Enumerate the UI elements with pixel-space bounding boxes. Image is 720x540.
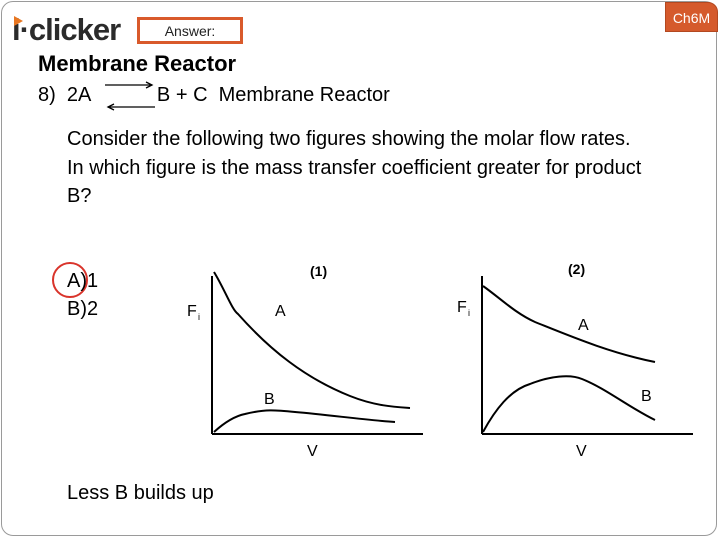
- y-axis-label: F: [457, 299, 467, 316]
- question-stem: [67, 125, 667, 211]
- answer-box: [137, 17, 243, 44]
- question-reaction: 8) 2A B + C Membrane Reactor: [38, 84, 390, 106]
- y-axis-subscript: i: [198, 312, 200, 322]
- figure-title: (2): [568, 261, 586, 277]
- stem-line-2: In which figure is the mass transfer coefficient greater for product B?: [67, 156, 642, 207]
- stem-line-1: Consider the following two figures showing the molar flow rates.: [67, 128, 631, 150]
- answer-label: Answer:: [164, 23, 216, 39]
- y-axis-subscript: i: [468, 308, 470, 318]
- curve-b-label: B: [641, 388, 652, 405]
- x-axis-label: V: [307, 443, 318, 460]
- equilibrium-arrows-icon: [100, 80, 160, 112]
- slide-title: Membrane Reactor: [38, 51, 237, 76]
- figure-title: (1): [310, 263, 328, 279]
- figure-1: [180, 258, 430, 468]
- iclicker-logo: [12, 12, 137, 46]
- x-axis-label: V: [576, 443, 587, 460]
- curve-a-label: A: [275, 303, 286, 320]
- explanation-note: Less B builds up: [67, 482, 214, 504]
- curve-a-label: A: [578, 317, 589, 334]
- logo-play-icon: [14, 16, 23, 26]
- curve-b-label: B: [264, 391, 275, 408]
- chapter-label: Ch6M: [672, 10, 711, 26]
- curve-b: [214, 410, 395, 432]
- y-axis-label: F: [187, 303, 197, 320]
- choice-b[interactable]: B)2: [67, 298, 99, 320]
- choice-a[interactable]: A)1: [67, 270, 99, 292]
- curve-b: [483, 376, 655, 432]
- chapter-badge: [665, 2, 718, 32]
- curve-a: [214, 272, 410, 408]
- figure-2: [450, 258, 700, 468]
- curve-a: [483, 286, 655, 362]
- logo-text: i·clicker: [12, 12, 121, 47]
